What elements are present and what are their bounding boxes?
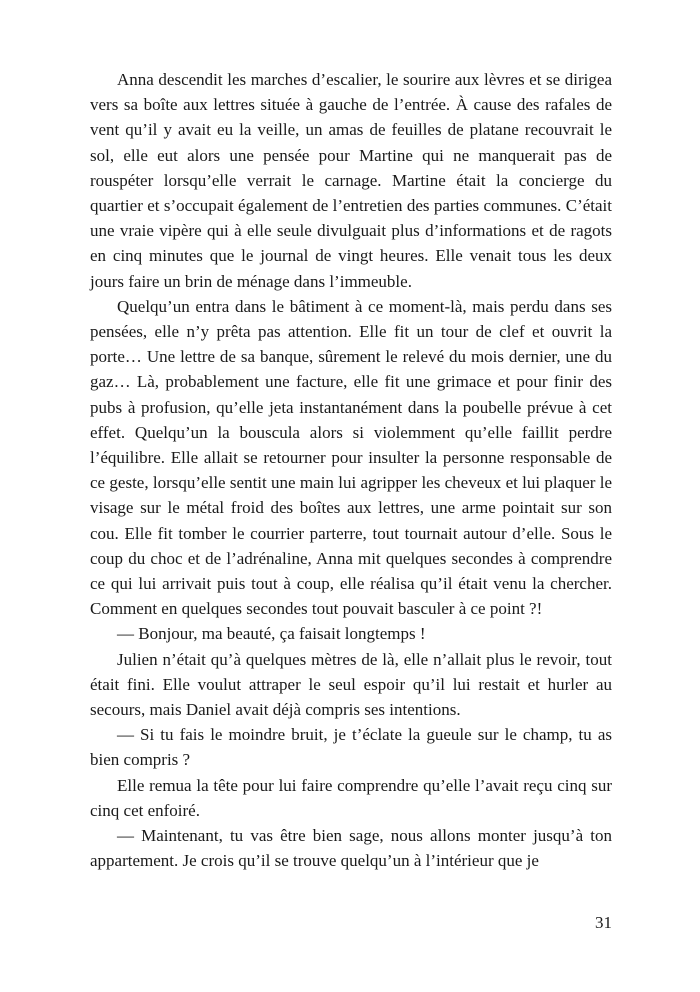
body-text — [90, 67, 612, 874]
paragraph: Quelqu’un entra dans le bâtiment à ce moment-là, mais perdu dans ses pensées, elle n’y prêta pas attention. Elle fit un tour de clef et ouvrit la porte… Une lettre de sa banque, sûrement le relevé du mois dernier, une du gaz… Là, probablement une facture, elle fit une grimace et pour finir des pubs à profusion, qu’elle jeta instantanément dans la poubelle prévue à cet effet. Quelqu’un la bouscula alors si violemment qu’elle faillit perdre l’équilibre. Elle allait se retourner pour insulter la personne responsable de ce geste, lorsqu’elle sentit une main lui agripper les cheveux et lui plaquer le visage sur le métal froid des boîtes aux lettres, une arme pointait sur son cou. Elle fit tomber le courrier parterre, tout tournait autour d’elle. Sous le coup du choc et de l’adrénaline, Anna mit quelques secondes à comprendre ce qui lui arrivait puis tout à coup, elle réalisa qu’il était venu la chercher. Comment en quelques secondes tout pouvait basculer à ce point ?! — [90, 296, 612, 619]
dialogue-line: — Si tu fais le moindre bruit, je t’éclate la gueule sur le champ, tu as bien compris ? — [90, 725, 612, 770]
dialogue-line: — Bonjour, ma beauté, ça faisait longtemps ! — [117, 624, 426, 644]
paragraph: Elle remua la tête pour lui faire comprendre qu’elle l’avait reçu cinq sur cinq cet enfoiré. — [90, 775, 612, 820]
paragraph: Anna descendit les marches d’escalier, le sourire aux lèvres et se dirigea vers sa boîte aux lettres située à gauche de l’entrée. À cause des rafales de vent qu’il y avait eu la veille, un amas de feuilles de platane recouvrait le sol, elle eut alors une pensée pour Martine qui ne manquerait pas de rouspéter lorsqu’elle verrait le carnage. Martine était la concierge du quartier et s’occupait également de l’entretien des parties communes. C’était une vraie vipère qui à elle seule divulguait plus d’informations et de ragots en cinq minutes que le journal de vingt heures. Elle venait tous les deux jours faire un brin de ménage dans l’immeuble. — [90, 70, 612, 291]
page-number: 31 — [595, 913, 612, 932]
paragraph: Julien n’était qu’à quelques mètres de là, elle n’allait plus le revoir, tout était fini. Elle voulut attraper le seul espoir qu’il lui restait et hurler au secours, mais Daniel avait déjà compris ses intentions. — [90, 649, 612, 720]
dialogue-line: — Maintenant, tu vas être bien sage, nous allons monter jusqu’à ton appartement. Je crois qu’il se trouve quelqu’un à l’intérieur que je — [90, 826, 612, 871]
